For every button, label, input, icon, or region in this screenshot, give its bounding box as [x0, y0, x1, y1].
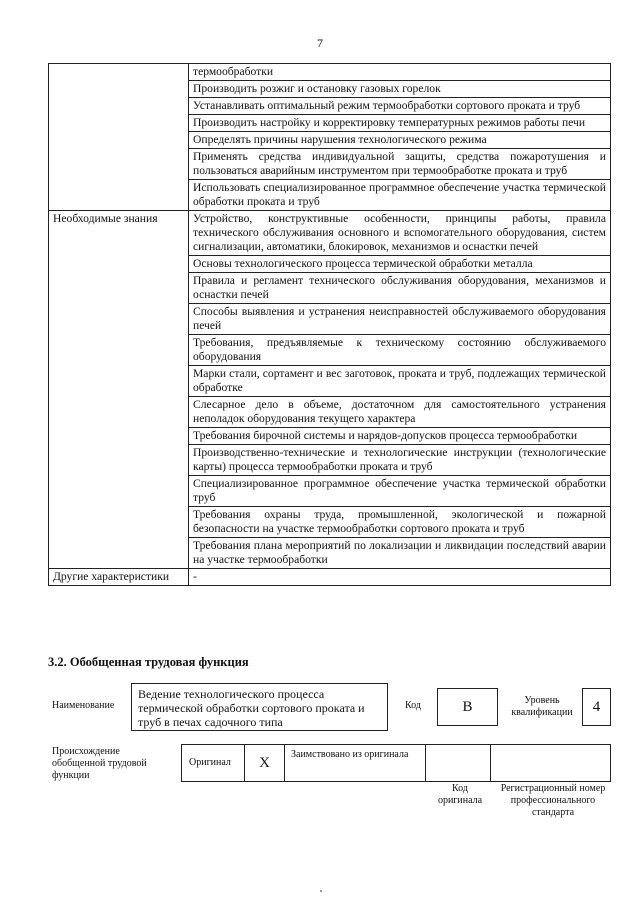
table-row	[49, 64, 611, 81]
requirements-table	[48, 63, 611, 586]
row-content: термообработки	[189, 64, 611, 81]
divider	[490, 744, 491, 782]
borrowed-label: Заимствовано из оригинала	[291, 749, 409, 760]
level-value-box	[582, 688, 611, 726]
row-content: Специализированное программное обеспечение участка термической обработки труб	[189, 476, 611, 507]
original-label: Оригинал	[189, 757, 231, 768]
row-content: Устанавливать оптимальный режим термообработки сортового проката и труб	[189, 98, 611, 115]
row-content: Производить розжиг и остановку газовых горелок	[189, 81, 611, 98]
original-mark: X	[259, 754, 270, 771]
name-label: Наименование	[52, 700, 115, 711]
scan-dot	[320, 890, 322, 892]
row-content: Устройство, конструктивные особенности, принципы работы, правила технического обслуживания основного и вспомогательного оборудования, систем сигнализации, автоматики, блокировок, механизмов и оснастки печей	[189, 211, 611, 256]
code-value-box	[437, 688, 498, 726]
function-name-value: Ведение технологического процесса термической обработки сортового проката и труб в печах садочного типа	[138, 687, 365, 729]
row-label: Другие характеристики	[49, 569, 189, 586]
row-label: Необходимые знания	[49, 211, 189, 569]
code-value: B	[462, 698, 473, 715]
function-name-box	[131, 683, 388, 731]
row-content: Способы выявления и устранения неисправностей обслуживаемого оборудования печей	[189, 304, 611, 335]
row-content: Основы технологического процесса термической обработки металла	[189, 256, 611, 273]
row-content: Правила и регламент технического обслуживания оборудования, механизмов и оснастки печей	[189, 273, 611, 304]
divider	[284, 744, 285, 782]
table-row	[49, 569, 611, 586]
row-content: Требования охраны труда, промышленной, экологической и пожарной безопасности на участке термообработки сортового проката и труб	[189, 507, 611, 538]
row-content: Марки стали, сортамент и вес заготовок, проката и труб, подлежащих термической обработке	[189, 366, 611, 397]
code-label: Код	[405, 700, 421, 711]
code-original-label: Код оригинала	[437, 783, 483, 806]
level-value: 4	[592, 698, 601, 715]
table-row	[49, 211, 611, 256]
row-content: Использовать специализированное программное обеспечение участка термической обработки проката и труб	[189, 180, 611, 211]
row-content: Определять причины нарушения технологического режима	[189, 132, 611, 149]
row-content: Требования бирочной системы и нарядов-допусков процесса термообработки	[189, 428, 611, 445]
row-content: Требования, предъявляемые к техническому состоянию обслуживаемого оборудования	[189, 335, 611, 366]
row-content: Производственно-технические и технологические инструкции (технологические карты) процесса термообработки проката и труб	[189, 445, 611, 476]
row-content: Применять средства индивидуальной защиты, средства пожаротушения и пользоваться аварийным инструментом при термообработке проката и труб	[189, 149, 611, 180]
reg-number-label: Регистрационный номер профессионального стандарта	[500, 783, 606, 818]
section-title: 3.2. Обобщенная трудовая функция	[48, 655, 249, 669]
level-label: Уровень квалификации	[511, 695, 573, 718]
divider	[425, 744, 426, 782]
origin-label: Происхождение обобщенной трудовой функции	[52, 746, 147, 781]
row-content: Производить настройку и корректировку температурных режимов работы печи	[189, 115, 611, 132]
row-content: Требования плана мероприятий по локализации и ликвидации последствий аварии на участке термообработки	[189, 538, 611, 569]
row-content: Слесарное дело в объеме, достаточном для самостоятельного устранения неполадок оборудования текущего характера	[189, 397, 611, 428]
page-number: 7	[317, 36, 323, 50]
row-label	[49, 64, 189, 211]
row-content: -	[189, 569, 611, 586]
